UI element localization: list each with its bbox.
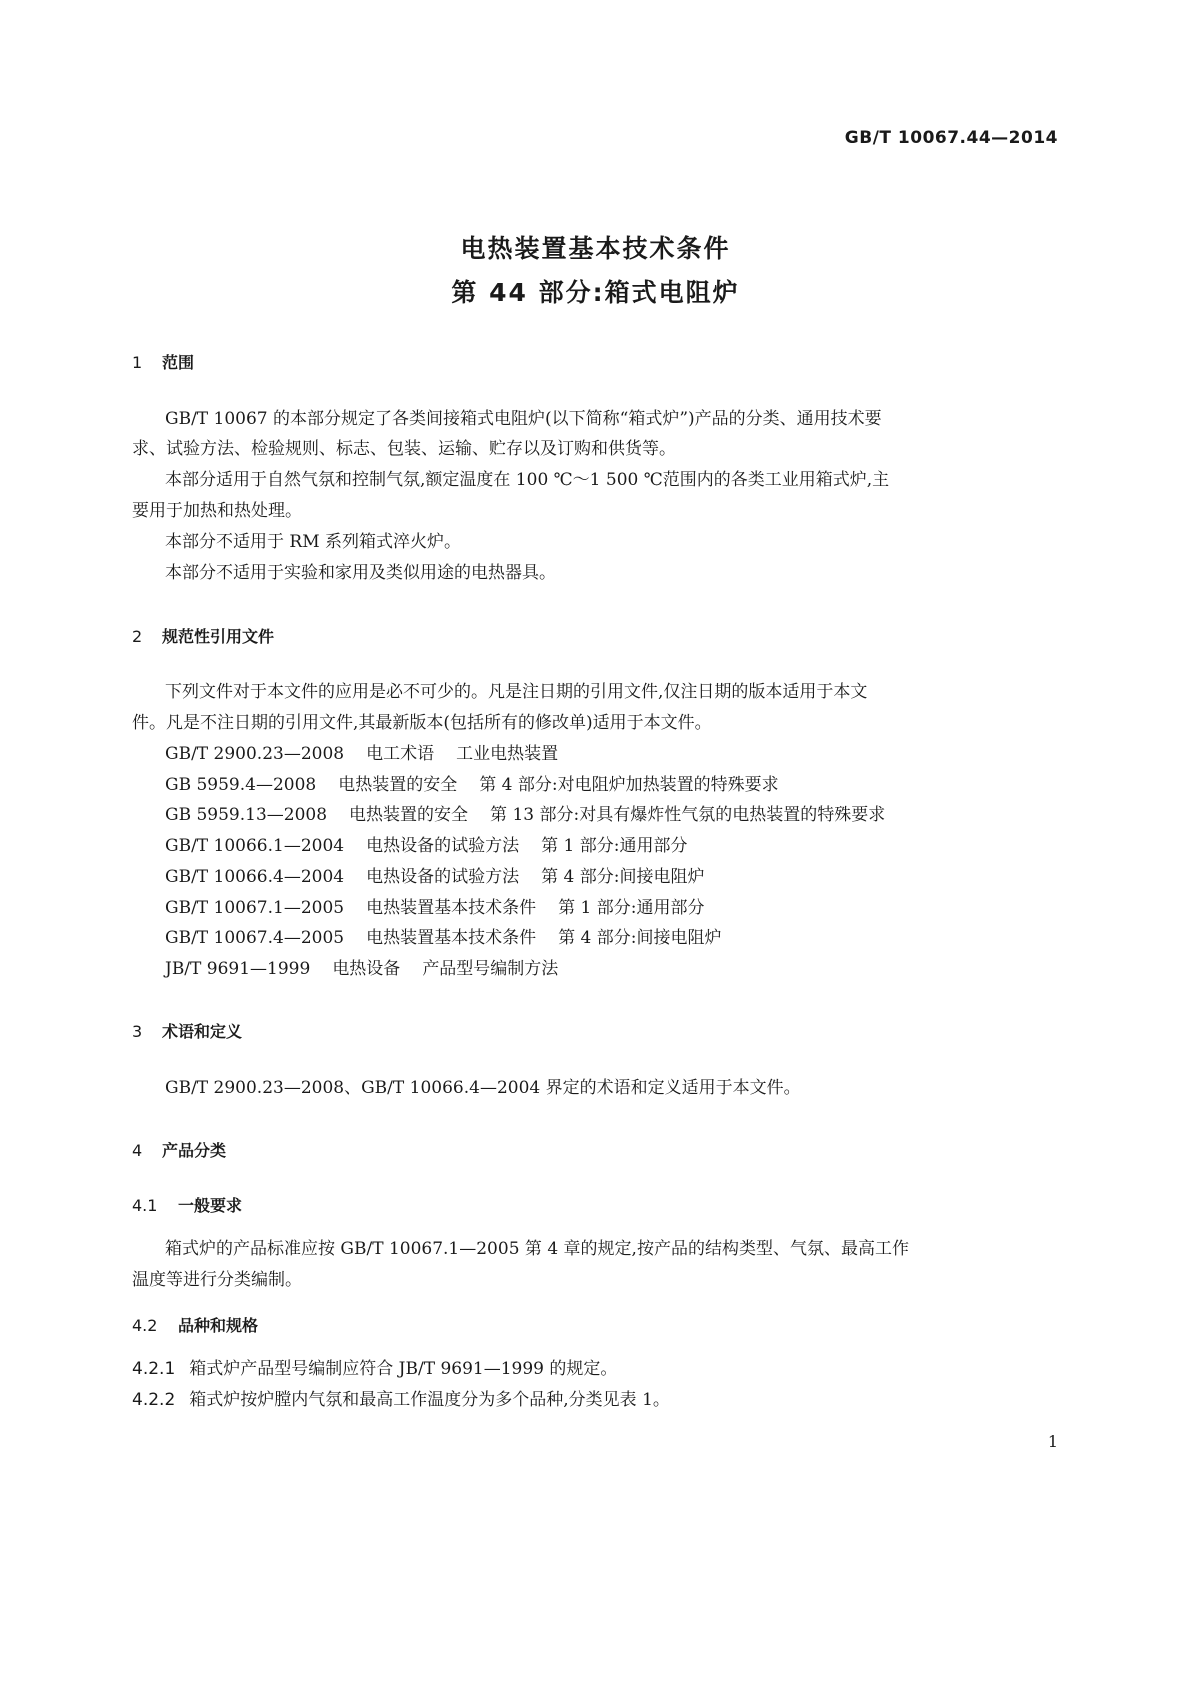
paragraph-line: 件。凡是不注日期的引用文件,其最新版本(包括所有的修改单)适用于本文件。 [132, 713, 712, 733]
reference-item [165, 893, 704, 923]
section-number: 4.1 [132, 1196, 158, 1215]
reference-subtitle: 第 13 部分:对具有爆炸性气氛的电热装置的特殊要求 [490, 805, 886, 825]
reference-code: GB/T 10066.1—2004 [165, 836, 345, 856]
document-title: 电热装置基本技术条件 [460, 234, 731, 263]
section-1-heading [132, 350, 194, 373]
section-number: 1 [132, 353, 143, 372]
reference-subtitle: 第 4 部分:对电阻炉加热装置的特殊要求 [479, 775, 779, 795]
section-title: 一般要求 [178, 1196, 243, 1215]
reference-subtitle: 工业电热装置 [456, 744, 559, 764]
reference-item [165, 923, 721, 953]
reference-code: JB/T 9691—1999 [165, 959, 311, 979]
clause-text: 箱式炉产品型号编制应符合 JB/T 9691—1999 的规定。 [189, 1359, 618, 1379]
clause-number: 4.2.1 [132, 1359, 176, 1379]
paragraph-line: 温度等进行分类编制。 [132, 1270, 302, 1290]
reference-title: 电热装置基本技术条件 [366, 898, 537, 918]
page-number: 1 [1047, 1432, 1058, 1451]
paragraph-line: 箱式炉的产品标准应按 GB/T 10067.1—2005 第 4 章的规定,按产品的结构类型、气氛、最高工作 [165, 1239, 909, 1259]
subsection-4-2-heading [132, 1313, 258, 1336]
reference-subtitle: 第 4 部分:间接电阻炉 [558, 928, 722, 948]
paragraph-line: 本部分不适用于 RM 系列箱式淬火炉。 [165, 532, 462, 552]
section-title: 品种和规格 [178, 1316, 259, 1335]
clause-text: 箱式炉按炉膛内气氛和最高工作温度分为多个品种,分类见表 1。 [189, 1390, 670, 1410]
section-number: 2 [132, 627, 143, 646]
section-4-heading [132, 1138, 226, 1161]
reference-title: 电热装置的安全 [349, 805, 469, 825]
reference-code: GB 5959.4—2008 [165, 775, 317, 795]
section-number: 3 [132, 1022, 143, 1041]
reference-title: 电热设备的试验方法 [366, 867, 520, 887]
reference-subtitle: 产品型号编制方法 [422, 959, 559, 979]
reference-item [165, 739, 558, 769]
clause-4-2-2 [132, 1385, 670, 1415]
reference-item [165, 862, 704, 892]
section-title: 范围 [162, 353, 195, 372]
reference-code: GB/T 2900.23—2008 [165, 744, 345, 764]
section-title: 产品分类 [162, 1141, 227, 1160]
reference-item [165, 954, 558, 984]
clause-4-2-1 [132, 1354, 617, 1384]
document-subtitle: 第 44 部分:箱式电阻炉 [451, 278, 740, 307]
paragraph-line: 下列文件对于本文件的应用是必不可少的。凡是注日期的引用文件,仅注日期的版本适用于本文 [165, 682, 868, 702]
reference-title: 电热设备的试验方法 [366, 836, 520, 856]
reference-subtitle: 第 1 部分:通用部分 [541, 836, 688, 856]
paragraph-line: 本部分适用于自然气氛和控制气氛,额定温度在 100 ℃～1 500 ℃范围内的各类工业用箱式炉,主 [165, 470, 890, 490]
reference-title: 电热装置基本技术条件 [366, 928, 537, 948]
reference-title: 电热设备 [332, 959, 401, 979]
clause-number: 4.2.2 [132, 1390, 176, 1410]
section-title: 术语和定义 [162, 1022, 243, 1041]
reference-item [165, 831, 687, 861]
reference-code: GB/T 10066.4—2004 [165, 867, 345, 887]
section-2-heading [132, 624, 274, 647]
reference-subtitle: 第 1 部分:通用部分 [558, 898, 705, 918]
section-title: 规范性引用文件 [162, 627, 275, 646]
subsection-4-1-heading [132, 1193, 242, 1216]
reference-title: 电工术语 [366, 744, 435, 764]
paragraph-line: GB/T 10067 的本部分规定了各类间接箱式电阻炉(以下简称“箱式炉”)产品的分类、通用技术要 [165, 409, 882, 429]
paragraph-line: 要用于加热和热处理。 [132, 501, 302, 521]
section-number: 4.2 [132, 1316, 158, 1335]
section-number: 4 [132, 1141, 143, 1160]
section-3-heading [132, 1019, 242, 1042]
reference-title: 电热装置的安全 [338, 775, 458, 795]
reference-code: GB 5959.13—2008 [165, 805, 328, 825]
reference-subtitle: 第 4 部分:间接电阻炉 [541, 867, 705, 887]
paragraph-line: GB/T 2900.23—2008、GB/T 10066.4—2004 界定的术语和定义适用于本文件。 [165, 1078, 801, 1098]
standard-number: GB/T 10067.44—2014 [844, 128, 1058, 148]
reference-code: GB/T 10067.1—2005 [165, 898, 345, 918]
reference-code: GB/T 10067.4—2005 [165, 928, 345, 948]
reference-item [165, 770, 779, 800]
reference-item [165, 800, 885, 830]
paragraph-line: 求、试验方法、检验规则、标志、包装、运输、贮存以及订购和供货等。 [132, 439, 676, 459]
paragraph-line: 本部分不适用于实验和家用及类似用途的电热器具。 [165, 563, 556, 583]
